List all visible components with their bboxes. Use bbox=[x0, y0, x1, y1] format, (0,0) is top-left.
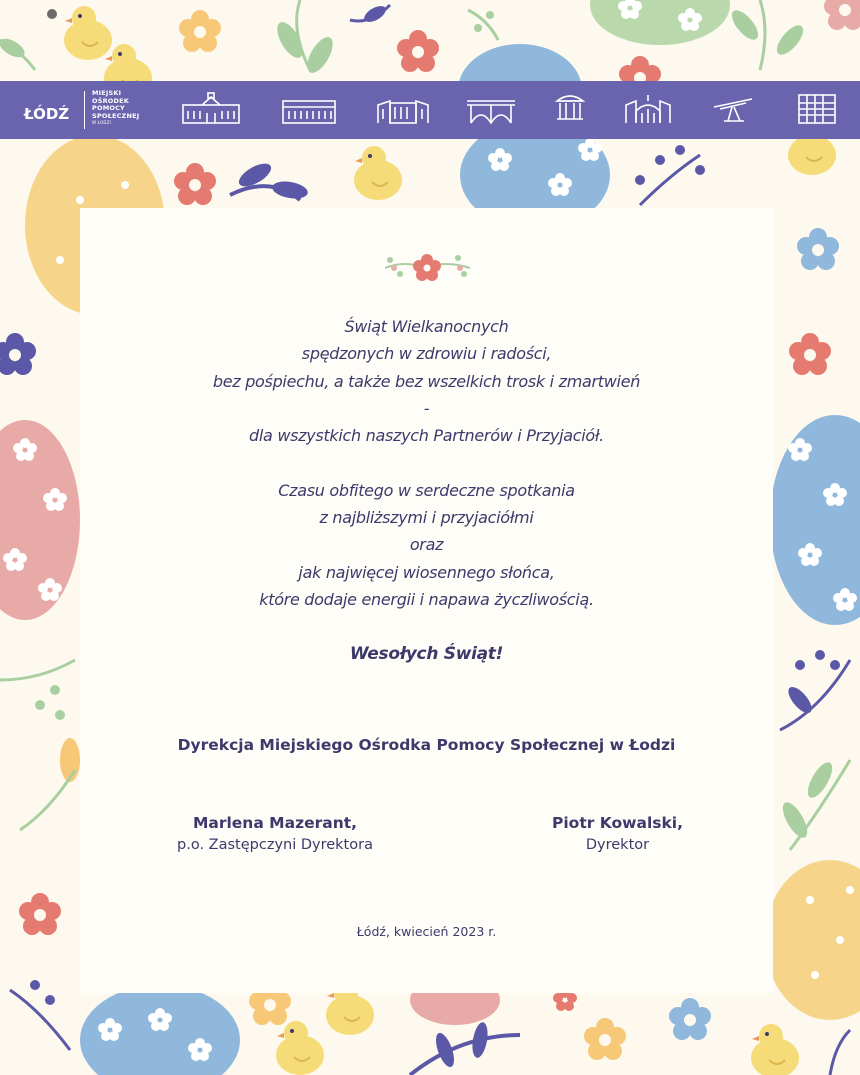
manor-icon bbox=[180, 91, 242, 129]
greeting-line bbox=[80, 613, 773, 640]
gate-icon bbox=[622, 91, 674, 129]
logo-separator bbox=[84, 91, 85, 129]
greeting-line: które dodaje energii i napawa życzliwością. bbox=[259, 589, 594, 609]
place-date: Łódź, kwiecień 2023 r. bbox=[356, 924, 497, 939]
palace-icon bbox=[280, 91, 338, 129]
mops-logo bbox=[22, 81, 152, 139]
org-city: W ŁODZI bbox=[92, 120, 112, 125]
lodz-city-logo-icon bbox=[22, 91, 72, 131]
signatory-name: Marlena Mazerant, bbox=[192, 814, 358, 832]
signature-deputy bbox=[155, 812, 395, 856]
org-line-2: OŚRODEK bbox=[92, 96, 130, 105]
greeting-line: - bbox=[423, 398, 430, 418]
greeting-line: Czasu obfitego w serdeczne spotkania bbox=[278, 480, 575, 500]
sculpture-icon bbox=[710, 91, 756, 129]
directorate-line: Dyrekcja Miejskiego Ośrodka Pomocy Społecznej w Łodzi bbox=[177, 736, 676, 754]
greeting-line: bez pośpiechu, a także bez wszelkich trosk i zmartwień bbox=[212, 371, 641, 391]
closing-wish: Wesołych Świąt! bbox=[349, 643, 504, 664]
greeting-text bbox=[80, 313, 773, 668]
signatory-role: p.o. Zastępczyni Dyrektora bbox=[177, 837, 373, 853]
greeting-line bbox=[80, 449, 773, 476]
greeting-line: oraz bbox=[409, 535, 444, 555]
flower-ornament-icon bbox=[380, 246, 475, 291]
greeting-line: dla wszystkich naszych Partnerów i Przyjaciół. bbox=[249, 426, 604, 446]
org-name bbox=[92, 90, 139, 125]
greeting-card bbox=[80, 208, 773, 993]
greeting-line: z najbliższymi i przyjaciółmi bbox=[319, 508, 534, 528]
org-line-4: SPOŁECZNEJ bbox=[92, 111, 140, 120]
signatory-role: Dyrektor bbox=[585, 837, 650, 853]
signature-director bbox=[520, 812, 715, 856]
svg-text:ŁÓDŹ: ŁÓDŹ bbox=[24, 105, 70, 123]
bridge-icon bbox=[465, 91, 517, 129]
header-banner bbox=[0, 81, 860, 139]
org-line-1: MIEJSKI bbox=[92, 89, 122, 97]
greeting-line: spędzonych w zdrowiu i radości, bbox=[301, 344, 552, 364]
greeting-line: jak najwięcej wiosennego słońca, bbox=[298, 562, 555, 582]
factory-icon bbox=[375, 91, 433, 129]
signatory-name: Piotr Kowalski, bbox=[552, 814, 683, 832]
greeting-line: Świąt Wielkanocnych bbox=[344, 317, 509, 336]
org-line-3: POMOCY bbox=[92, 104, 125, 112]
pavilion-icon bbox=[553, 91, 587, 129]
office-block-icon bbox=[795, 91, 839, 129]
